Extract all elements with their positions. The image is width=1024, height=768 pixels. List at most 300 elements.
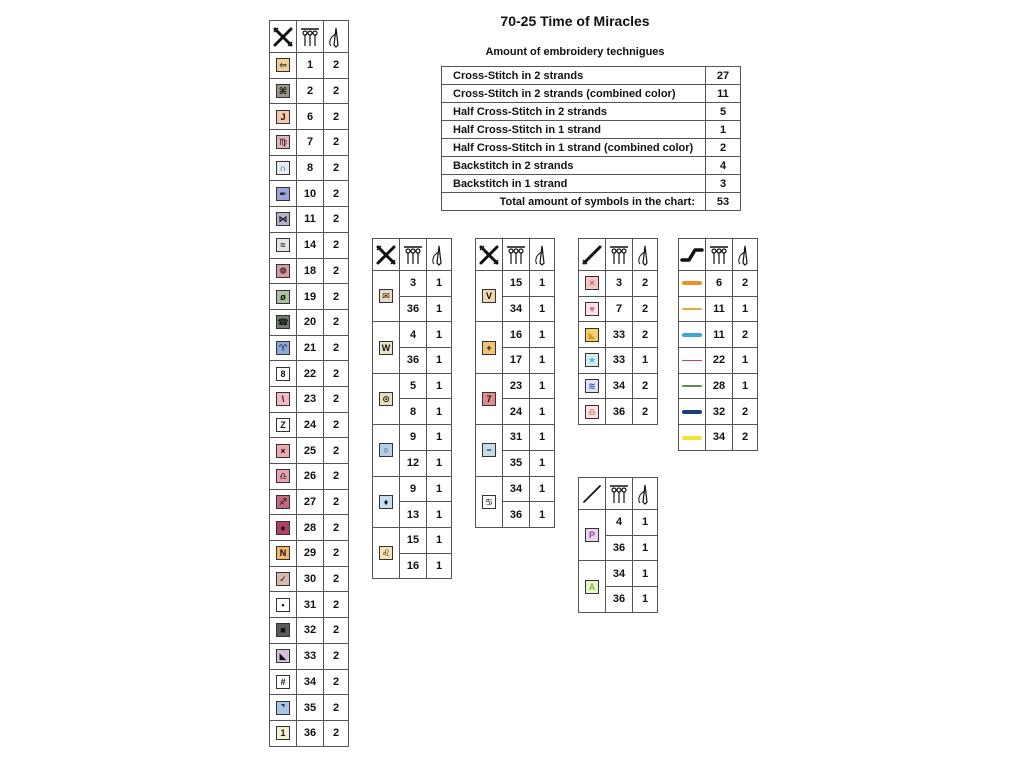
stitch-symbol: A — [585, 580, 599, 594]
stitch-symbol: + — [482, 341, 496, 355]
thread-number: 36 — [400, 296, 427, 322]
strand-count: 2 — [633, 322, 658, 348]
symbol-cell — [270, 335, 297, 361]
symbol-cell — [270, 515, 297, 541]
symbol-cell — [579, 373, 606, 399]
needle-icon — [633, 478, 658, 510]
symbol-cell — [270, 386, 297, 412]
thread-number: 12 — [400, 450, 427, 476]
thread-number: 36 — [606, 535, 633, 561]
stitch-symbol: ○ — [379, 443, 393, 457]
strand-count: 1 — [633, 587, 658, 613]
thread-number: 6 — [706, 271, 733, 297]
strand-count: 2 — [324, 104, 349, 130]
strand-count: 1 — [530, 476, 555, 502]
key-row — [270, 464, 349, 490]
needle-icon — [427, 239, 452, 271]
strand-count: 1 — [633, 535, 658, 561]
symbol-cell — [270, 258, 297, 284]
technique-count: 27 — [706, 67, 741, 85]
thread-number: 36 — [297, 720, 324, 746]
strand-count: 2 — [324, 464, 349, 490]
symbol-cell — [270, 720, 297, 746]
key-header-row — [579, 478, 658, 510]
stitch-symbol: ⋈ — [276, 212, 290, 226]
symbol-cell — [270, 232, 297, 258]
strand-count: 2 — [633, 399, 658, 425]
total-label: Total amount of symbols in the chart: — [442, 193, 706, 211]
thread-skein-icon — [503, 239, 530, 271]
symbol-cell — [679, 296, 706, 322]
strand-count: 1 — [427, 476, 452, 502]
key-row — [679, 271, 758, 297]
thread-skein-icon — [400, 239, 427, 271]
technique-row — [442, 85, 741, 103]
key-row — [476, 373, 555, 399]
key-row — [679, 348, 758, 374]
key-row — [270, 618, 349, 644]
stitch-symbol: × — [276, 444, 290, 458]
symbol-cell — [270, 78, 297, 104]
strand-count: 1 — [427, 425, 452, 451]
thread-skein-icon — [297, 21, 324, 53]
strand-count: 1 — [633, 348, 658, 374]
thread-number: 26 — [297, 464, 324, 490]
technique-row — [442, 175, 741, 193]
backstitch-line — [682, 360, 702, 362]
half-cross-icon — [579, 239, 606, 271]
backstitch-line — [682, 410, 702, 414]
key-row — [270, 232, 349, 258]
symbol-cell — [270, 309, 297, 335]
key-row — [270, 592, 349, 618]
stitch-symbol: ⇦ — [276, 58, 290, 72]
stitch-symbol: ❁ — [276, 264, 290, 278]
symbol-cell — [373, 425, 400, 476]
thread-number: 33 — [606, 322, 633, 348]
key-header-row — [270, 21, 349, 53]
key-row — [579, 271, 658, 297]
key-row — [679, 296, 758, 322]
key-row — [270, 566, 349, 592]
thread-number: 35 — [503, 450, 530, 476]
key-row — [579, 348, 658, 374]
strand-count: 2 — [733, 399, 758, 425]
strand-count: 1 — [530, 373, 555, 399]
key-row — [270, 155, 349, 181]
strand-count: 1 — [530, 399, 555, 425]
thread-number: 11 — [297, 207, 324, 233]
key-row — [270, 489, 349, 515]
technique-row — [442, 67, 741, 85]
symbol-cell — [679, 322, 706, 348]
thread-number: 4 — [606, 510, 633, 536]
stitch-symbol: N — [276, 546, 290, 560]
stitch-symbol: ♎ — [585, 405, 599, 419]
half-cross-combined-key-table — [578, 477, 658, 613]
stitch-symbol: ♎ — [276, 469, 290, 483]
thread-number: 34 — [706, 425, 733, 451]
symbol-cell — [270, 181, 297, 207]
strand-count: 2 — [633, 373, 658, 399]
thread-number: 2 — [297, 78, 324, 104]
key-header-row — [476, 239, 555, 271]
thread-number: 34 — [503, 296, 530, 322]
stitch-symbol: J — [276, 110, 290, 124]
technique-label: Half Cross-Stitch in 1 strand — [442, 121, 706, 139]
techniques-table — [441, 66, 741, 211]
thread-number: 23 — [297, 386, 324, 412]
symbol-cell — [373, 527, 400, 578]
key-row — [373, 271, 452, 297]
thread-number: 7 — [297, 130, 324, 156]
thread-number: 31 — [503, 425, 530, 451]
strand-count: 2 — [324, 515, 349, 541]
symbol-cell — [270, 412, 297, 438]
key-header-row — [679, 239, 758, 271]
thread-number: 6 — [297, 104, 324, 130]
key-row — [270, 335, 349, 361]
thread-number: 11 — [706, 322, 733, 348]
stitch-symbol: ø — [276, 290, 290, 304]
strand-count: 2 — [324, 258, 349, 284]
thread-number: 24 — [503, 399, 530, 425]
thread-number: 5 — [400, 373, 427, 399]
half-cross-key-table — [578, 238, 658, 425]
symbol-cell — [476, 425, 503, 476]
backstitch-line — [682, 385, 702, 387]
thread-number: 22 — [297, 361, 324, 387]
thread-number: 8 — [297, 155, 324, 181]
symbol-cell — [270, 669, 297, 695]
symbol-cell — [270, 361, 297, 387]
symbol-cell — [270, 53, 297, 79]
symbol-cell — [579, 271, 606, 297]
key-row — [579, 373, 658, 399]
technique-label: Cross-Stitch in 2 strands (combined color) — [442, 85, 706, 103]
key-row — [270, 207, 349, 233]
technique-label: Cross-Stitch in 2 strands — [442, 67, 706, 85]
needle-icon — [324, 21, 349, 53]
strand-count: 2 — [324, 181, 349, 207]
symbol-cell — [579, 348, 606, 374]
thread-number: 3 — [400, 271, 427, 297]
stitch-symbol: − — [482, 443, 496, 457]
stitch-symbol: ⌘ — [276, 84, 290, 98]
needle-icon — [733, 239, 758, 271]
key-row — [373, 425, 452, 451]
strand-count: 2 — [324, 592, 349, 618]
thread-number: 36 — [606, 587, 633, 613]
symbol-cell — [679, 348, 706, 374]
strand-count: 1 — [427, 399, 452, 425]
page-title: 70-25 Time of Miracles — [500, 13, 650, 29]
backstitch-key-table — [678, 238, 758, 451]
key-row — [579, 322, 658, 348]
stitch-symbol: # — [276, 675, 290, 689]
key-row — [579, 561, 658, 587]
key-row — [579, 510, 658, 536]
symbol-cell — [679, 399, 706, 425]
symbol-cell — [270, 284, 297, 310]
key-row — [679, 322, 758, 348]
strand-count: 2 — [324, 155, 349, 181]
stitch-symbol: ⊙ — [379, 392, 393, 406]
key-row — [270, 541, 349, 567]
strand-count: 1 — [633, 561, 658, 587]
thread-number: 28 — [297, 515, 324, 541]
thread-number: 20 — [297, 309, 324, 335]
strand-count: 2 — [324, 207, 349, 233]
thread-number: 21 — [297, 335, 324, 361]
backstitch-line — [682, 436, 702, 440]
key-header-row — [373, 239, 452, 271]
stitch-symbol: W — [379, 341, 393, 355]
key-row — [270, 643, 349, 669]
technique-label: Half Cross-Stitch in 1 strand (combined color) — [442, 139, 706, 157]
thread-number: 16 — [400, 553, 427, 579]
strand-count: 1 — [427, 502, 452, 528]
symbol-cell — [476, 322, 503, 373]
symbol-cell — [270, 592, 297, 618]
stitch-symbol: ● — [276, 521, 290, 535]
strand-count: 2 — [324, 386, 349, 412]
thread-number: 36 — [503, 502, 530, 528]
stitch-symbol: ≈ — [276, 238, 290, 252]
strand-count: 2 — [324, 438, 349, 464]
thread-number: 31 — [297, 592, 324, 618]
thread-number: 32 — [297, 618, 324, 644]
technique-row — [442, 103, 741, 121]
thread-skein-icon — [706, 239, 733, 271]
total-count: 53 — [706, 193, 741, 211]
thread-number: 4 — [400, 322, 427, 348]
strand-count: 2 — [324, 541, 349, 567]
half-cross-thin-icon — [579, 478, 606, 510]
thread-number: 29 — [297, 541, 324, 567]
key-row — [270, 181, 349, 207]
thread-number: 36 — [606, 399, 633, 425]
strand-count: 2 — [324, 130, 349, 156]
needle-icon — [633, 239, 658, 271]
stitch-symbol: ≋ — [585, 379, 599, 393]
cross-stitch-icon — [476, 239, 503, 271]
key-row — [373, 527, 452, 553]
symbol-cell — [270, 130, 297, 156]
symbol-cell — [373, 373, 400, 424]
strand-count: 1 — [427, 296, 452, 322]
stitch-symbol: ♍ — [276, 135, 290, 149]
technique-row — [442, 121, 741, 139]
symbol-cell — [270, 207, 297, 233]
symbol-cell — [270, 438, 297, 464]
thread-number: 3 — [606, 271, 633, 297]
key-row — [476, 425, 555, 451]
key-row — [270, 284, 349, 310]
strand-count: 2 — [324, 309, 349, 335]
stitch-symbol: ∩ — [276, 161, 290, 175]
thread-number: 13 — [400, 502, 427, 528]
key-row — [270, 695, 349, 721]
strand-count: 1 — [530, 348, 555, 374]
strand-count: 2 — [324, 489, 349, 515]
technique-count: 1 — [706, 121, 741, 139]
strand-count: 1 — [733, 348, 758, 374]
strand-count: 2 — [633, 271, 658, 297]
symbol-cell — [270, 541, 297, 567]
key-row — [270, 669, 349, 695]
stitch-symbol: ◣ — [585, 328, 599, 342]
thread-number: 17 — [503, 348, 530, 374]
technique-count: 5 — [706, 103, 741, 121]
key-row — [579, 296, 658, 322]
needle-icon — [530, 239, 555, 271]
key-row — [270, 412, 349, 438]
stitch-symbol: ♐ — [276, 495, 290, 509]
thread-number: 34 — [606, 373, 633, 399]
key-row — [270, 438, 349, 464]
thread-number: 27 — [297, 489, 324, 515]
thread-number: 24 — [297, 412, 324, 438]
technique-count: 3 — [706, 175, 741, 193]
stitch-symbol: ✉ — [379, 289, 393, 303]
symbol-cell — [373, 322, 400, 373]
technique-label: Half Cross-Stitch in 2 strands — [442, 103, 706, 121]
key-row — [476, 271, 555, 297]
thread-number: 1 — [297, 53, 324, 79]
strand-count: 1 — [530, 322, 555, 348]
stitch-symbol: ☎ — [277, 317, 289, 328]
technique-row — [442, 139, 741, 157]
technique-label: Backstitch in 2 strands — [442, 157, 706, 175]
thread-number: 28 — [706, 373, 733, 399]
symbol-cell — [270, 155, 297, 181]
stitch-symbol: ✕ — [585, 276, 599, 290]
thread-number: 15 — [400, 527, 427, 553]
key-row — [270, 53, 349, 79]
symbol-cell — [476, 476, 503, 527]
symbol-cell — [679, 425, 706, 451]
stitch-symbol: ★ — [585, 353, 599, 367]
symbol-cell — [579, 510, 606, 561]
thread-number: 35 — [297, 695, 324, 721]
thread-number: 9 — [400, 476, 427, 502]
strand-count: 1 — [733, 373, 758, 399]
key-row — [270, 258, 349, 284]
technique-label: Backstitch in 1 strand — [442, 175, 706, 193]
stitch-symbol: 1 — [276, 726, 290, 740]
key-header-row — [579, 239, 658, 271]
symbol-cell — [579, 561, 606, 612]
symbol-cell — [579, 296, 606, 322]
thread-number: 32 — [706, 399, 733, 425]
thread-number: 16 — [503, 322, 530, 348]
stitch-symbol: ♈ — [276, 341, 290, 355]
stitch-symbol: ⌝ — [276, 701, 290, 715]
symbol-cell — [270, 618, 297, 644]
key-row — [270, 386, 349, 412]
strand-count: 2 — [324, 361, 349, 387]
stitch-symbol: 8 — [276, 367, 290, 381]
thread-number: 25 — [297, 438, 324, 464]
stitch-symbol: P — [585, 528, 599, 542]
key-row — [270, 78, 349, 104]
combined-color-key-table-a — [372, 238, 452, 579]
stitch-symbol: ♦ — [379, 495, 393, 509]
key-row — [679, 373, 758, 399]
key-row — [679, 399, 758, 425]
stitch-symbol: ✒ — [276, 187, 290, 201]
strand-count: 2 — [324, 695, 349, 721]
cross-stitch-icon — [373, 239, 400, 271]
stitch-symbol: ♥ — [585, 302, 599, 316]
strand-count: 1 — [633, 510, 658, 536]
strand-count: 2 — [324, 669, 349, 695]
strand-count: 1 — [427, 271, 452, 297]
key-row — [679, 425, 758, 451]
thread-number: 33 — [606, 348, 633, 374]
symbol-cell — [270, 104, 297, 130]
strand-count: 2 — [324, 335, 349, 361]
techniques-subtitle: Amount of embroidery technigues — [485, 46, 665, 58]
key-row — [270, 130, 349, 156]
cross-stitch-key-table — [269, 20, 349, 747]
stitch-symbol: 7 — [482, 392, 496, 406]
cross-stitch-icon — [270, 21, 297, 53]
strand-count: 2 — [324, 412, 349, 438]
stitch-symbol: \ — [276, 392, 290, 406]
symbol-cell — [373, 476, 400, 527]
thread-number: 9 — [400, 425, 427, 451]
strand-count: 2 — [633, 296, 658, 322]
strand-count: 2 — [733, 425, 758, 451]
strand-count: 1 — [427, 450, 452, 476]
strand-count: 2 — [733, 322, 758, 348]
thread-number: 34 — [503, 476, 530, 502]
total-row — [442, 193, 741, 211]
key-row — [270, 361, 349, 387]
backstitch-line — [682, 308, 702, 310]
thread-number: 7 — [606, 296, 633, 322]
strand-count: 2 — [324, 720, 349, 746]
stitch-symbol: • — [276, 598, 290, 612]
symbol-cell — [679, 373, 706, 399]
stitch-symbol: ◣ — [276, 649, 290, 663]
strand-count: 2 — [324, 78, 349, 104]
key-row — [270, 104, 349, 130]
key-row — [476, 476, 555, 502]
thread-number: 34 — [606, 561, 633, 587]
symbol-cell — [476, 271, 503, 322]
strand-count: 2 — [324, 53, 349, 79]
strand-count: 1 — [530, 271, 555, 297]
stitch-symbol: Z — [276, 418, 290, 432]
key-row — [373, 476, 452, 502]
symbol-cell — [579, 322, 606, 348]
symbol-cell — [270, 695, 297, 721]
thread-number: 8 — [400, 399, 427, 425]
strand-count: 1 — [427, 322, 452, 348]
key-row — [270, 720, 349, 746]
key-row — [270, 515, 349, 541]
strand-count: 1 — [530, 296, 555, 322]
strand-count: 1 — [427, 373, 452, 399]
technique-count: 11 — [706, 85, 741, 103]
strand-count: 1 — [427, 348, 452, 374]
key-row — [373, 322, 452, 348]
symbol-cell — [579, 399, 606, 425]
technique-row — [442, 157, 741, 175]
